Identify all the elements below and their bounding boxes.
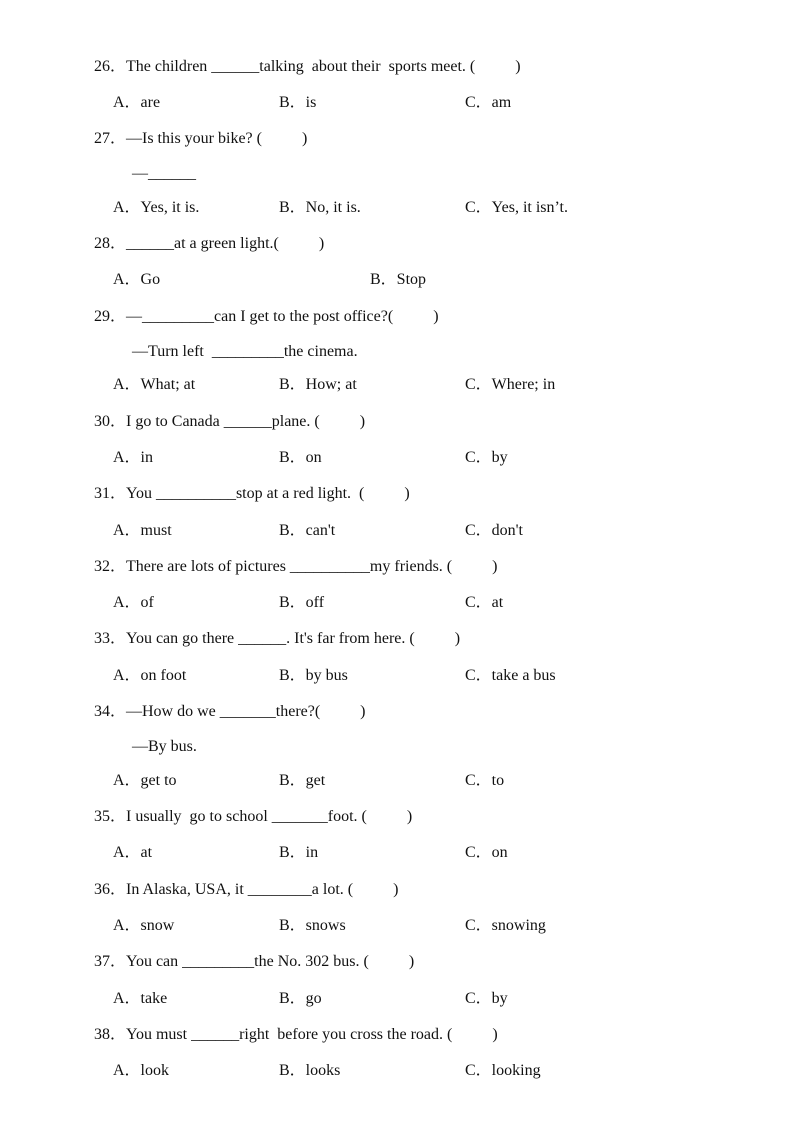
question-30-stem: 30．I go to Canada ______plane. ( ) <box>94 413 366 430</box>
q33-option-c: C．take a bus <box>465 667 556 684</box>
q31-option-b: B．can't <box>279 522 336 539</box>
question-37-stem: 37．You can _________the No. 302 bus. ( ) <box>94 953 415 970</box>
q32-option-a: A．of <box>113 594 154 611</box>
question-27-stem: 27．—Is this your bike? ( ) <box>94 130 308 147</box>
q29-option-b: B．How; at <box>279 376 357 393</box>
q37-option-a: A．take <box>113 990 168 1007</box>
q26-option-c: C．am <box>465 94 512 111</box>
q34-option-b: B．get <box>279 772 326 789</box>
q32-option-b: B．off <box>279 594 325 611</box>
q26-option-b: B．is <box>279 94 317 111</box>
question-36-stem: 36．In Alaska, USA, it ________a lot. ( ) <box>94 881 399 898</box>
q38-option-a: A．look <box>113 1062 170 1079</box>
q35-option-a: A．at <box>113 844 153 861</box>
question-31-stem: 31．You __________stop at a red light. ( ) <box>94 485 410 502</box>
q26-option-a: A．are <box>113 94 161 111</box>
q34-option-c: C．to <box>465 772 505 789</box>
q37-option-c: C．by <box>465 990 508 1007</box>
q30-option-b: B．on <box>279 449 322 466</box>
question-33-stem: 33．You can go there ______. It's far from here. ( ) <box>94 630 461 647</box>
q38-option-c: C．looking <box>465 1062 541 1079</box>
q27-option-a: A．Yes, it is. <box>113 199 200 216</box>
q32-option-c: C．at <box>465 594 504 611</box>
q35-option-c: C．on <box>465 844 508 861</box>
q36-option-a: A．snow <box>113 917 175 934</box>
question-32-stem: 32．There are lots of pictures __________my friends. ( ) <box>94 558 498 575</box>
question-29-stem: 29．—_________can I get to the post office?( ) <box>94 308 439 325</box>
question-26-stem: 26．The children ______talking about their sports meet. ( ) <box>94 58 521 75</box>
q31-option-a: A．must <box>113 522 172 539</box>
q29-option-a: A．What; at <box>113 376 196 393</box>
question-35-stem: 35．I usually go to school _______foot. ( ) <box>94 808 413 825</box>
q29-option-c: C．Where; in <box>465 376 556 393</box>
q37-option-b: B．go <box>279 990 322 1007</box>
q35-option-b: B．in <box>279 844 319 861</box>
q28-option-a: A．Go <box>113 271 161 288</box>
q29-answer-line: —Turn left _________the cinema. <box>132 343 358 360</box>
q36-option-b: B．snows <box>279 917 346 934</box>
q28-option-b: B．Stop <box>370 271 427 288</box>
question-38-stem: 38．You must ______right before you cross the road. ( ) <box>94 1026 498 1043</box>
question-28-stem: 28．______at a green light.( ) <box>94 235 325 252</box>
q27-answer-line: —______ <box>132 165 196 182</box>
q33-option-a: A．on foot <box>113 667 187 684</box>
q34-option-a: A．get to <box>113 772 177 789</box>
q27-option-c: C．Yes, it isn’t. <box>465 199 569 216</box>
q31-option-c: C．don't <box>465 522 524 539</box>
q38-option-b: B．looks <box>279 1062 341 1079</box>
q30-option-c: C．by <box>465 449 508 466</box>
q27-option-b: B．No, it is. <box>279 199 361 216</box>
question-34-stem: 34．—How do we _______there?( ) <box>94 703 366 720</box>
q34-answer-line: —By bus. <box>132 738 197 755</box>
q36-option-c: C．snowing <box>465 917 546 934</box>
q33-option-b: B．by bus <box>279 667 348 684</box>
q30-option-a: A．in <box>113 449 154 466</box>
